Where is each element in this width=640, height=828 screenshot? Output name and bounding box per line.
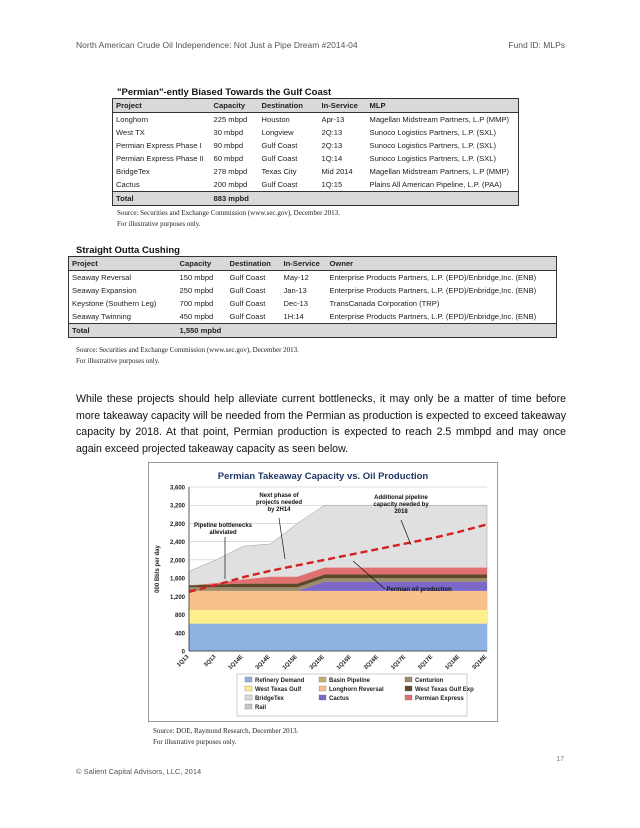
table-cell: 200 mbpd <box>213 180 248 189</box>
x-tick-label: 1Q18E <box>444 654 462 672</box>
table-cell: Gulf Coast <box>261 180 298 189</box>
x-tick-label: 1Q16E <box>335 654 353 672</box>
chart-container <box>148 462 498 722</box>
table-row <box>69 297 557 310</box>
chart-note: For illustrative purposes only. <box>153 738 237 746</box>
table-row <box>69 310 557 324</box>
table-cell: Gulf Coast <box>229 286 266 295</box>
x-tick-label: 3Q13 <box>203 654 218 669</box>
table1-source: Source: Securities and Exchange Commission (www.sec.gov), December 2013. <box>117 209 340 217</box>
table-cell: Permian Express Phase II <box>113 152 211 165</box>
legend-label: Cactus <box>329 696 350 702</box>
table-cell: Mid 2014 <box>321 167 353 176</box>
footer-copyright: © Salient Capital Advisors, LLC, 2014 <box>76 767 202 776</box>
table-row <box>113 139 519 152</box>
header-right: Fund ID: MLPs <box>508 40 565 50</box>
chart-svg <box>149 463 497 721</box>
y-tick-label: 3,600 <box>169 485 185 492</box>
annotation-next-phase: by 2H14 <box>267 507 291 513</box>
table-cell <box>259 192 319 206</box>
legend-swatch <box>319 695 326 700</box>
table-cell: Apr-13 <box>321 115 345 124</box>
x-tick-label: 1Q17E <box>390 654 408 672</box>
header-left: North American Crude Oil Independence: Not Just a Pipe Dream #2014-04 <box>76 40 358 50</box>
table-cell <box>319 192 367 206</box>
table-cell: 450 mpbd <box>179 312 214 321</box>
table-cell: Enterprise Products Partners, L.P. (EPD)/Enbridge,Inc. (ENB) <box>327 284 557 297</box>
table-cell: 30 mbpd <box>213 128 244 137</box>
y-tick-label: 800 <box>174 613 185 620</box>
table-cell: Seaway Reversal <box>69 271 177 285</box>
table-row <box>113 165 519 178</box>
legend-label: Refinery Demand <box>255 678 305 684</box>
table-cell: Magellan Midstream Partners, L.P (MMP) <box>367 165 519 178</box>
annotation-bottlenecks: alleviated <box>209 530 237 536</box>
table-cell: Keystone (Southern Leg) <box>69 297 177 310</box>
table-cell: Gulf Coast <box>229 299 266 308</box>
column-header: Owner <box>327 257 557 271</box>
legend-swatch <box>245 686 252 691</box>
y-tick-label: 400 <box>174 631 185 638</box>
x-tick-label: 1Q14E <box>227 654 245 672</box>
table-row <box>113 113 519 127</box>
table-cell: 225 mbpd <box>213 115 248 124</box>
column-header: In-Service <box>281 257 327 271</box>
table1-title: "Permian"-ently Biased Towards the Gulf Coast <box>117 87 332 98</box>
legend-swatch <box>319 677 326 682</box>
y-tick-label: 2,800 <box>169 521 185 528</box>
legend-label: Centurion <box>415 678 444 684</box>
area-west-texas-gulf <box>189 610 487 624</box>
table-total-row <box>113 192 519 206</box>
table-cell: Longview <box>261 128 294 137</box>
table-cell: 60 mbpd <box>213 154 244 163</box>
table-cell: Texas City <box>261 167 297 176</box>
chart-title: Permian Takeaway Capacity vs. Oil Production <box>217 471 429 482</box>
x-tick-label: 3Q15E <box>308 654 326 672</box>
table-cell: Plains All American Pipeline, L.P. (PAA) <box>367 178 519 192</box>
table-cell: Enterprise Products Partners, L.P. (EPD)/Enbridge,Inc. (ENB) <box>327 310 557 324</box>
y-tick-label: 1,600 <box>169 576 185 583</box>
legend-label: West Texas Gulf Exp <box>415 687 474 693</box>
annotation-next-phase: Next phase of <box>259 493 299 499</box>
legend-label: West Texas Gulf <box>255 687 302 693</box>
table-cell: 1,550 mpbd <box>177 324 227 338</box>
legend-swatch <box>405 686 412 691</box>
annotation-permian-production: Permian oil production <box>386 587 452 593</box>
legend-swatch <box>245 677 252 682</box>
column-header: In-Service <box>319 99 367 113</box>
column-header: Destination <box>227 257 281 271</box>
table1-note: For illustrative purposes only. <box>117 220 201 228</box>
table-cell: 1Q:15 <box>321 180 343 189</box>
table-cell: 700 mpbd <box>179 299 214 308</box>
table-total-row <box>69 324 557 338</box>
table-cell: Sunoco Logistics Partners, L.P. (SXL) <box>367 139 519 152</box>
legend-label: Basin Pipeline <box>329 678 371 684</box>
y-tick-label: 2,000 <box>169 558 185 565</box>
table-row <box>69 271 557 285</box>
table-cell: 883 mpbd <box>211 192 259 206</box>
legend-swatch <box>405 695 412 700</box>
table2-note: For illustrative purposes only. <box>76 357 160 365</box>
table-cell: 250 mpbd <box>179 286 214 295</box>
column-header: Capacity <box>177 257 227 271</box>
page-number: 17 <box>556 756 564 763</box>
x-tick-label: 1Q13 <box>176 654 191 669</box>
legend-swatch <box>405 677 412 682</box>
table-cell: TransCanada Corporation (TRP) <box>327 297 557 310</box>
table-cell: Magellan Midstream Partners, L.P (MMP) <box>367 113 519 127</box>
y-tick-label: 0 <box>181 649 185 656</box>
table-cell: Gulf Coast <box>229 273 266 282</box>
table-cell: May-12 <box>283 273 309 282</box>
table-cell <box>227 324 281 338</box>
legend-swatch <box>319 686 326 691</box>
table2-source: Source: Securities and Exchange Commission (www.sec.gov), December 2013. <box>76 346 299 354</box>
annotation-next-phase: projects needed <box>255 500 303 506</box>
y-tick-label: 3,200 <box>169 503 185 510</box>
annotation-additional-pipeline: Additional pipeline <box>374 495 428 501</box>
table-cell: Jan-13 <box>283 286 307 295</box>
chart-source: Source: DOE, Raymond Research, December 2013. <box>153 727 299 735</box>
table-cell: Longhorn <box>113 113 211 127</box>
table-cell: Gulf Coast <box>261 141 298 150</box>
table-cell: Total <box>69 324 177 338</box>
area-refinery-demand <box>189 624 487 651</box>
table-cell: Gulf Coast <box>261 154 298 163</box>
column-header: Project <box>113 99 211 113</box>
table-cell: 2Q:13 <box>321 141 343 150</box>
table-cell: Houston <box>261 115 290 124</box>
table-cell: BridgeTex <box>113 165 211 178</box>
annotation-additional-pipeline: capacity needed by <box>373 502 429 508</box>
body-paragraph: While these projects should help alleviate current bottlenecks, it may only be a matter of time before more takeaway capacity will be needed from the Permian as production is expected to exceed takeaway capacity by 2018. At that point, Permian production is expected to reach 2.5 mmbpd and may once again exceed projected takeaway capacity as seen below. <box>76 393 566 455</box>
y-tick-label: 2,400 <box>169 540 185 547</box>
column-header: Destination <box>259 99 319 113</box>
table-cell: Permian Express Phase I <box>113 139 211 152</box>
table-cell: 150 mbpd <box>179 273 214 282</box>
y-tick-label: 1,200 <box>169 594 185 601</box>
column-header: MLP <box>367 99 519 113</box>
table-cell: Gulf Coast <box>229 312 266 321</box>
table-cell: Sunoco Logistics Partners, L.P. (SXL) <box>367 152 519 165</box>
legend-label: Rail <box>255 705 267 711</box>
column-header: Capacity <box>211 99 259 113</box>
table-cell: 1H:14 <box>283 312 304 321</box>
table-row <box>113 152 519 165</box>
table-cell: 1Q:14 <box>321 154 343 163</box>
legend-label: Permian Express <box>415 696 464 702</box>
x-tick-label: 3Q17E <box>417 654 435 672</box>
table-cell <box>281 324 327 338</box>
x-tick-label: 3Q16E <box>363 654 381 672</box>
legend-swatch <box>245 695 252 700</box>
table-cell: 278 mbpd <box>213 167 248 176</box>
table-cell: Enterprise Products Partners, L.P. (EPD)/Enbridge,Inc. (ENB) <box>327 271 557 285</box>
table-cell: Seaway Twinning <box>69 310 177 324</box>
area-longhorn-reversal <box>189 591 487 610</box>
table-row <box>69 284 557 297</box>
table-cell: 90 mbpd <box>213 141 244 150</box>
table-cell: West TX <box>113 126 211 139</box>
x-tick-label: 3Q18E <box>471 654 489 672</box>
table-cell: 2Q:13 <box>321 128 343 137</box>
table-cell: Sunoco Logistics Partners, L.P. (SXL) <box>367 126 519 139</box>
legend-label: BridgeTex <box>255 696 284 702</box>
y-axis-label: 000 Bbls per day <box>155 545 161 593</box>
annotation-additional-pipeline: 2018 <box>394 509 408 515</box>
table-row <box>113 178 519 192</box>
table-row <box>113 126 519 139</box>
table-cell: Cactus <box>113 178 211 192</box>
x-tick-label: 1Q15E <box>281 654 299 672</box>
table-cell: Dec-13 <box>283 299 308 308</box>
table1 <box>112 98 519 206</box>
legend-label: Longhorn Reversal <box>329 687 384 693</box>
table-cell <box>367 192 519 206</box>
table2-title: Straight Outta Cushing <box>76 245 180 256</box>
table-cell: Seaway Expansion <box>69 284 177 297</box>
table-cell: Total <box>113 192 211 206</box>
table2 <box>68 256 557 338</box>
annotation-bottlenecks: Pipeline bottlenecks <box>193 523 253 529</box>
legend-swatch <box>245 704 252 709</box>
x-tick-label: 3Q14E <box>254 654 272 672</box>
column-header: Project <box>69 257 177 271</box>
table-cell <box>327 324 557 338</box>
